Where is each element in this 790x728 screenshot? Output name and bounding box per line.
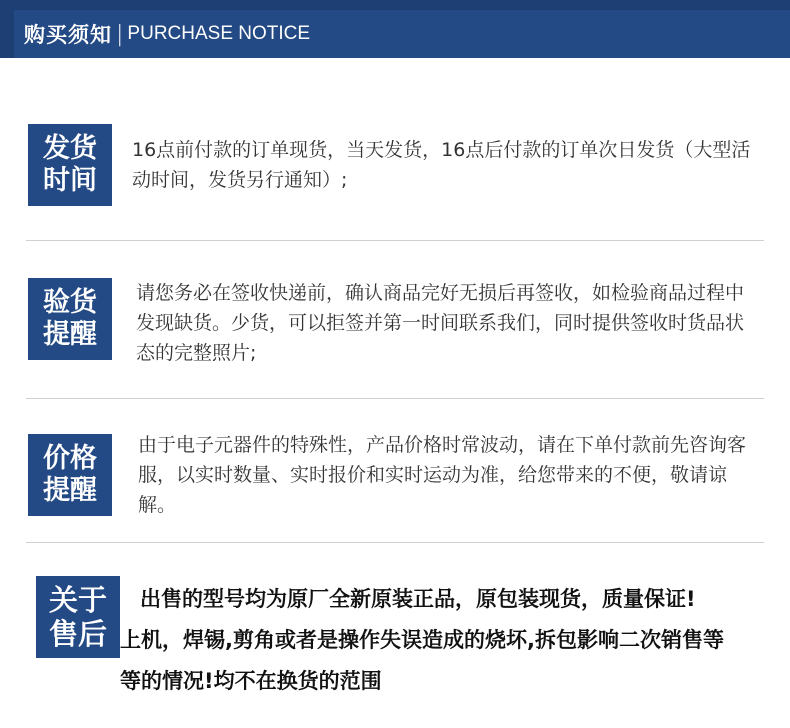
- header-subtitle: PURCHASE NOTICE: [127, 23, 311, 44]
- badge-inspection-reminder: [28, 278, 112, 360]
- divider: [26, 398, 764, 399]
- section-text: 请您务必在签收快递前，确认商品完好无损后再签收，如检验商品过程中发现缺货。少货，可以拒签并第一时间联系我们，同时提供签收时货品状态的完整照片;: [136, 282, 745, 364]
- badge-shipping-time: [28, 124, 112, 206]
- badge-line1: 验货: [43, 287, 97, 318]
- header-title: 购买须知: [24, 23, 112, 47]
- after-sales-line2: 上机，焊锡,剪角或者是操作失误造成的烧坏,拆包影响二次销售等: [120, 628, 724, 652]
- badge-price-reminder: [28, 434, 112, 516]
- header-banner: [0, 0, 790, 58]
- badge-line2: 时间: [43, 165, 97, 196]
- section-text: 16点前付款的订单现货，当天发货，16点后付款的订单次日发货（大型活动时间，发货另行通知）;: [132, 139, 751, 191]
- badge-line1: 发货: [43, 133, 97, 164]
- after-sales-line1: 出售的型号均为原厂全新原装正品，原包装现货，质量保证!: [140, 587, 696, 611]
- divider: [26, 542, 764, 543]
- badge-line2: 提醒: [43, 319, 97, 350]
- section-text: 由于电子元器件的特殊性，产品价格时常波动，请在下单付款前先咨询客服，以实时数量、实时报价和实时运动为准，给您带来的不便，敬请谅解。: [138, 434, 747, 516]
- badge-line1: 关于: [48, 583, 107, 617]
- badge-after-sales: [36, 576, 120, 658]
- divider: [26, 240, 764, 241]
- badge-line1: 价格: [43, 443, 97, 474]
- after-sales-line3: 等的情况!均不在换货的范围: [120, 669, 382, 693]
- header-separator: |: [116, 21, 124, 47]
- header-bar: [14, 10, 790, 58]
- badge-line2: 售后: [48, 617, 107, 651]
- badge-line2: 提醒: [43, 475, 97, 506]
